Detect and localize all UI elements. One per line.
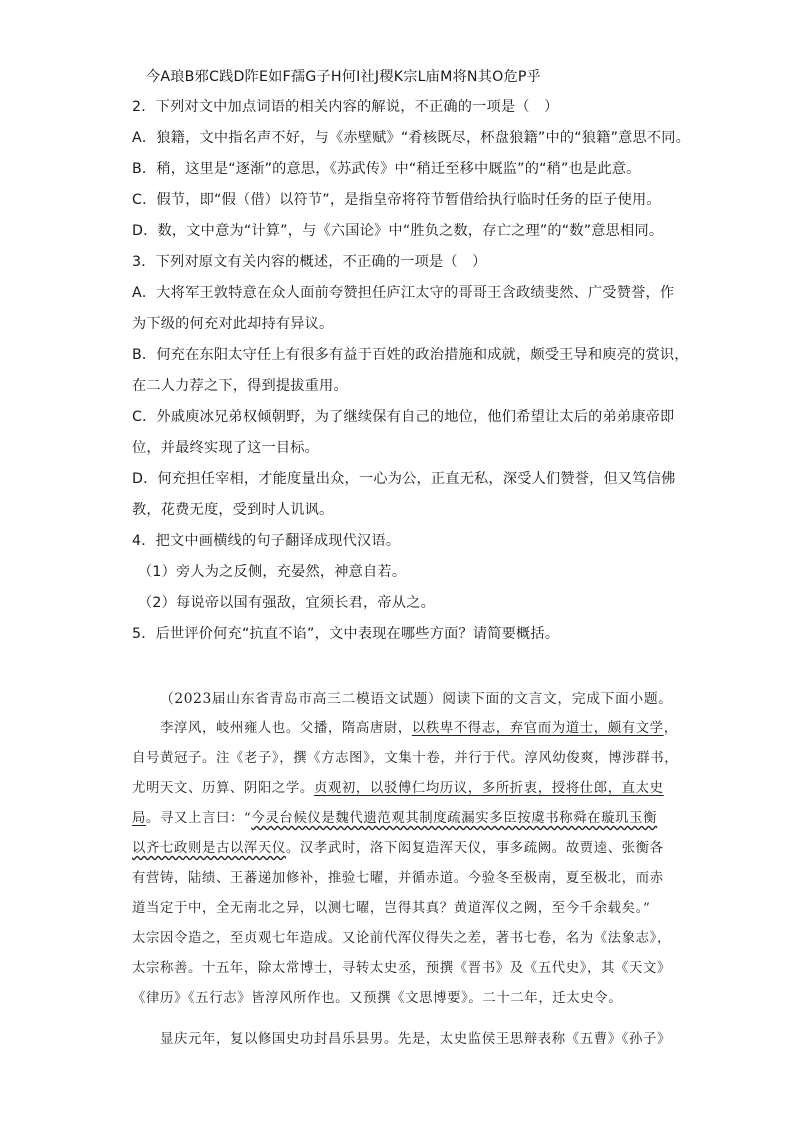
question-4-sentence-2: （2）每说帝以国有强敌，宜须长君，帝从之。 [138,595,435,611]
question-3-option-c-line1: C．外戚庾冰兄弟权倾朝野，为了继续保有自己的地位，他们希望让太后的弟弟康帝即 [132,409,675,425]
passage-line-10: 《律历》《五行志》皆淳风所作也。又预撰《文思博要》。二十二年，迁太史令。 [132,991,623,1006]
passage-line-1 [160,719,678,739]
question-2-option-d: D．数，文中意为“计算”，与《六国论》中“胜负之数，存亡之理”的“数”意思相同。 [132,223,664,239]
passage-line-8: 太宗因令造之，至贞观七年造成。又论前代浑仪得失之差，著书七卷，名为《法象志》， [132,931,671,946]
passage-line-7: 道当定于中，全无南北之异，以测七曜，岂得其真？黄道浑仪之阙，至今千余载矣。” [132,901,651,916]
wavy-underlined-sentence: 今灵台候仪是魏代遗范观其制度疏漏实多臣按虞书称舜在璇玑玉衡 [251,811,658,826]
question-3-option-d-line2: 教，花费无度，受到时人讥讽。 [132,502,334,518]
underlined-sentence: 局 [132,811,146,826]
passage-line-6: 有营铸，陆绩、王蕃递加修补，推验七曜，并循赤道。今验冬至极南，夏至极北，而赤 [132,871,664,886]
passage-text: ， [663,721,678,736]
question-2-stem: 2．下列对文中加点词语的相关内容的解说，不正确的一项是（ ） [132,99,559,115]
passage-text: 。寻又上言曰：“ [146,811,252,826]
question-3-option-d-line1: D．何充担任宰相，才能度量出众，一心为公，正直无私，深受人们赞誉，但又笃信佛 [132,471,676,487]
question-5-stem: 5．后世评价何充“抗直不谄”，文中表现在哪些方面？请简要概括。 [132,626,560,642]
options-line: 今A琅B邪C践D阼E如F孺G子H何I社J稷K宗L庙M将N其O危P乎 [146,69,541,85]
question-3-stem: 3．下列对原文有关内容的概述，不正确的一项是（ ） [132,254,487,270]
question-3-option-c-line2: 位，并最终实现了这一目标。 [132,440,320,456]
passage-text: 尤明天文、历算、阴阳之学。 [132,781,314,796]
wavy-underlined-sentence: 以齐七政则是古以浑天仪 [132,841,286,856]
question-3-option-b-line1: B．何充在东阳太守任上有很多有益于百姓的政治措施和成就，颇受王导和庾亮的赏识， [132,347,689,363]
question-3-option-b-line2: 在二人力荐之下，得到提拔重用。 [132,378,348,394]
passage-line-5 [132,839,664,859]
question-2-option-a: A．狼籍，文中指名声不好，与《赤壁赋》“肴核既尽，杯盘狼籍”中的“狼籍”意思不同。 [132,130,691,146]
question-2-option-c: C．假节，即“假（借）以符节”，是指皇帝将符节暂借给执行临时任务的臣子使用。 [132,192,661,208]
question-3-option-a-line1: A．大将军王敦特意在众人面前夸赞担任庐江太守的哥哥王含政绩斐然、广受赞誉，作 [132,285,675,301]
passage-line-9: 太宗称善。十五年，除太常博士，寻转太史丞，预撰《晋书》及《五代史》，其《天文》 [132,961,671,976]
question-2-option-b: B．稍，这里是“逐渐”的意思，《苏武传》中“稍迁至移中厩监”的“稍”也是此意。 [132,161,641,177]
passage-line-2: 自号黄冠子。注《老子》，撰《方志图》，文集十卷，并行于代。淳风幼俊爽，博涉群书， [132,751,679,766]
passage-line-3 [132,779,664,799]
passage-line-4 [132,809,657,829]
question-4-stem: 4．把文中画横线的句子翻译成现代汉语。 [132,533,401,549]
passage-text: 李淳风，岐州雍人也。父播，隋高唐尉， [160,721,412,736]
underlined-sentence: 贞观初，以驳傅仁均历议，多所折衷，授将仕郎，直太史 [313,781,664,796]
passage-intro: （2023届山东省青岛市高三二模语文试题）阅读下面的文言文，完成下面小题。 [160,691,673,707]
question-3-option-a-line2: 为下级的何充对此却持有异议。 [132,316,334,332]
passage-paragraph-2-line-1: 显庆元年，复以修国史功封昌乐县男。先是，太史监侯王思辩表称《五曹》《孙子》 [160,1032,671,1047]
question-4-sentence-1: （1）旁人为之反侧，充晏然，神意自若。 [138,564,407,580]
underlined-sentence: 以秩卑不得志，弃官而为道士，颇有文学 [411,721,664,736]
passage-text: 。汉孝武时，洛下闳复造浑天仪，事多疏阙。故贾逵、张衡各 [285,841,664,856]
